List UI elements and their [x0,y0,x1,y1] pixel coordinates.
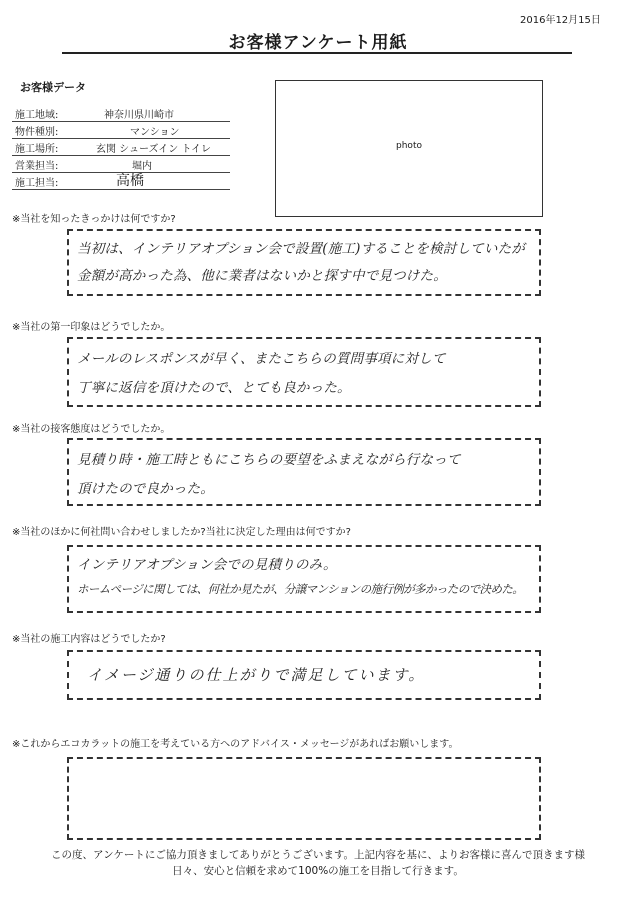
answer-3-line-1: 見積り時・施工時ともにこちらの要望をふまえながら行なって [77,452,461,468]
answer-1-line-2: 金額が高かった為、他に業者はないかと探す中で見つけた。 [77,268,447,284]
question-1: ※当社を知ったきっかけは何ですか? [12,214,176,225]
info-row-installer [12,172,230,190]
answer-box-2 [67,337,541,407]
answer-4-line-1: インテリアオプション会での見積りのみ。 [77,557,337,573]
survey-date: 2016年12月15日 [520,15,601,26]
installer-label: 施工担当: [15,178,59,189]
answer-2-line-2: 丁寧に返信を頂けたので、とても良かった。 [77,380,351,396]
photo-placeholder [275,80,543,217]
question-4: ※当社のほかに何社問い合わせしましたか?当社に決定した理由は何ですか? [12,527,351,538]
answer-box-1 [67,229,541,296]
question-6: ※これからエコカラットの施工を考えている方へのアドバイス・メッセージがあればお願いします。 [12,739,459,750]
answer-box-6 [67,757,541,840]
footer-line-1: この度、アンケートにご協力頂きましてありがとうございます。上記内容を基に、よりお客様に喜んで頂きます様 [50,849,586,861]
title-underline [62,52,572,54]
answer-2-line-1: メールのレスポンスが早く、またこちらの質問事項に対して [77,351,446,367]
question-2: ※当社の第一印象はどうでしたか。 [12,322,171,333]
property-type-label: 物件種別: [15,127,59,138]
answer-box-5 [67,650,541,700]
info-row-location [12,138,230,156]
answer-3-line-2: 頂けたので良かった。 [77,481,214,497]
answer-4-line-2: ホームページに関しては、何社か見たが、分譲マンションの施行例が多かったので決めた。 [77,582,524,596]
area-value: 神奈川県川崎市 [104,110,174,121]
footer-line-2: 日々、安心と信頼を求めて100%の施工を目指して行きます。 [172,865,464,877]
sales-rep-label: 営業担当: [15,161,59,172]
answer-box-3 [67,438,541,506]
question-3: ※当社の接客態度はどうでしたか。 [12,424,171,435]
location-label: 施工場所: [15,144,59,155]
page-title: お客様アンケート用紙 [228,33,408,53]
question-5: ※当社の施工内容はどうでしたか? [12,634,166,645]
info-row-property-type [12,121,230,139]
customer-data-heading: お客様データ [20,81,86,94]
area-label: 施工地域: [15,110,59,121]
property-type-value: マンション [130,127,180,138]
location-value: 玄関 シューズイン トイレ [96,144,211,155]
sales-rep-value: 堀内 [132,161,152,172]
photo-label: photo [396,141,422,151]
answer-box-4 [67,545,541,613]
installer-value: 高橋 [116,173,144,189]
info-row-area [12,104,230,122]
answer-5-line-1: イメージ通りの仕上がりで満足しています。 [87,666,426,684]
answer-1-line-1: 当初は、インテリアオプション会で設置(施工)することを検討していたが [77,241,525,257]
